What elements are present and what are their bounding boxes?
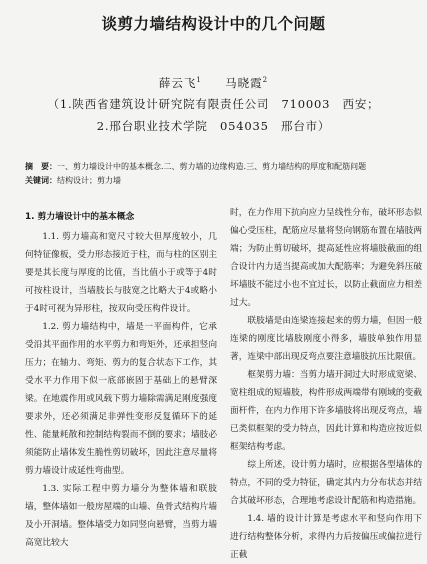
abstract-line: [25, 160, 415, 174]
left-column: [25, 208, 217, 552]
abstract-text: 一、剪力墙设计中的基本概念.二、剪力墙的边缘构造.三、剪力墙结构的厚度和配筋问题: [57, 162, 367, 171]
paragraph: 1.1. 剪力墙高和宽尺寸较大但厚度较小，几何特征像板，受力形态接近于柱，而与柱的区别主要是其长度与厚度的比值，当比值小于或等于4时可按柱设计，当墙肢长与肢宽之比略大于4或略小于4时可视为异形柱，按双向受压构件设计。: [25, 232, 217, 314]
author-line: [0, 75, 427, 91]
paragraph: 1.2. 剪力墙结构中，墙是一平面构件，它承受沿其平面作用的水平剪力和弯矩外，还承担竖向压力；在轴力、弯矩、剪力的复合状态下工作，其受水平力作用下似一底部嵌固于基础上的悬臂深梁。在地震作用或风载下剪力墙除需满足刚度强度要求外，还必须满足非弹性变形反复循环下的延性、能量耗散和控制结构裂而不倒的要求；墙肢必须能防止墙体发生脆性剪切破坏，因此注意尽量将剪力墙设计成延性弯曲型。: [25, 322, 217, 476]
author-superscript: 1: [196, 76, 202, 85]
paragraph: 1.4. 墙的设计计算是考虑水平和竖向作用下进行结构整体分析，求得内力后按偏压或偏拉进行正截: [230, 514, 422, 560]
abstract-label: 摘 要：: [25, 162, 57, 171]
paragraph: 1.3. 实际工程中剪力墙分为整体墙和联肢墙，整体墙如一般房屋端的山墙、鱼骨式结构片墙及小开洞墙。整体墙受力如同竖向悬臂，当剪力墙高宽比较大: [25, 484, 217, 548]
paragraph: 时，在力作用下抗向应力呈线性分布，破坏形态似偏心受压柱，配筋应尽量将竖向钢筋布置在墙肢两端；为防止剪切破坏，提高延性应将墙肢截面的组合设计内力适当提高或加大配筋率；为避免斜压破坏墙肢不能过小也不宜过长，以防止截面应力相差过大。: [230, 208, 422, 308]
abstract-block: [25, 160, 415, 188]
keywords-line: [25, 174, 415, 188]
affiliation-2: 2.邢台职业技术学院 054035 邢台市）: [96, 119, 331, 133]
paragraph: 联肢墙是由连梁连接起来的剪力墙，但因一般连梁的刚度比墙肢刚度小得多，墙肢单独作用显著，连梁中部出现反弯点要注意墙肢抗压比限值。: [230, 316, 422, 362]
right-column: [230, 204, 422, 564]
paragraph: 框架剪力墙：当剪力墙开洞过大时形成宽梁、宽柱组成的短墙肢，构件形成两端带有刚域的变截面杆件，在内力作用下许多墙肢将出现反弯点，墙已类似框架的受力特点，因此计算和构造应按近似框架结构考虑。: [230, 370, 422, 452]
author-name: 薛云飞: [158, 76, 197, 90]
page-title: 谈剪力墙结构设计中的几个问题: [101, 15, 326, 33]
keywords-text: 结构设计；剪力墙: [57, 176, 121, 185]
paragraph: 综上所述，设计剪力墙时，应根据各型墙体的特点，不同的受力特征，确定其内力分布状态并结合其破坏形态，合理地考虑设计配筋和构造措施。: [230, 460, 422, 506]
author-name: 马晓霞: [225, 76, 263, 90]
keywords-label: 关键词：: [25, 176, 57, 185]
author-superscript: 2: [262, 76, 269, 85]
affiliation-1: （1.陕西省建筑设计研究院有限责任公司 710003 西安；: [47, 97, 380, 111]
section-heading: 1. 剪力墙设计中的基本概念: [25, 212, 135, 222]
